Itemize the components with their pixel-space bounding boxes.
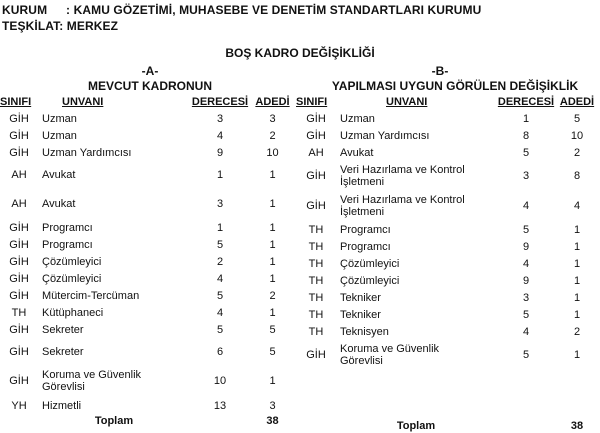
cell-adet: 1 [269, 238, 276, 251]
teskilat-value: MERKEZ [66, 19, 119, 33]
cell-derece: 9 [522, 240, 530, 253]
cell-sinif: GİH [9, 289, 29, 302]
cell-sinif: GİH [9, 375, 29, 387]
cell-sinif: GİH [306, 349, 326, 361]
cell-sinif: TH [308, 291, 324, 304]
cell-adet: 2 [573, 146, 581, 159]
cell-sinif: YH [11, 399, 27, 412]
cell-unvan: Koruma ve Güvenlik Görevlisi [42, 369, 142, 393]
cell-unvan: Veri Hazırlama ve Kontrol İşletmeni [340, 194, 465, 218]
cell-sinif: GİH [306, 170, 326, 182]
cell-sinif: TH [308, 257, 324, 270]
cell-derece: 9 [216, 146, 224, 159]
cell-derece: 5 [522, 349, 530, 361]
cell-adet: 1 [269, 255, 276, 268]
cell-unvan: Uzman Yardımcısı [42, 146, 132, 159]
left-table [0, 94, 295, 428]
cell-adet: 3 [269, 112, 276, 125]
right-section-heading: YAPILMASI UYGUN GÖRÜLEN DEĞİŞİKLİK [331, 79, 579, 93]
document-title: BOŞ KADRO DEĞİŞİKLİĞİ [225, 46, 375, 60]
cell-sinif: GİH [9, 255, 29, 268]
cell-unvan: Sekreter [42, 345, 84, 358]
cell-unvan: Teknisyen [340, 325, 389, 338]
cell-adet: 1 [573, 240, 581, 253]
header-kurum [2, 3, 481, 17]
cell-unvan: Uzman [42, 129, 77, 142]
cell-unvan: Veri Hazırlama ve Kontrol İşletmeni [340, 164, 465, 188]
cell-adet: 1 [269, 272, 276, 285]
table-row [296, 238, 598, 255]
cell-sinif: GİH [9, 238, 29, 251]
table-row [0, 144, 295, 161]
cell-derece: 4 [522, 325, 530, 338]
cell-adet: 1 [269, 198, 276, 210]
cell-sinif: GİH [9, 272, 29, 285]
total-row [296, 419, 598, 433]
cell-adet: 1 [573, 349, 581, 361]
cell-sinif: TH [308, 274, 324, 287]
table-row [296, 127, 598, 144]
cell-derece: 6 [216, 345, 224, 358]
cell-adet: 4 [573, 200, 581, 212]
cell-derece: 4 [522, 200, 530, 212]
cell-derece: 5 [522, 146, 530, 159]
col-header-sinif: SINIFI [296, 96, 328, 108]
cell-sinif: TH [308, 308, 324, 321]
cell-derece: 3 [522, 170, 530, 182]
cell-unvan: Programcı [340, 223, 391, 236]
cell-unvan: Koruma ve Güvenlik Görevlisi [340, 343, 440, 367]
table-row [0, 304, 295, 321]
left-section-heading: MEVCUT KADRONUN [88, 79, 212, 93]
teskilat-label: TEŞKİLAT: [2, 19, 64, 33]
total-value: 38 [266, 415, 279, 427]
cell-adet: 8 [573, 170, 581, 182]
cell-unvan: Çözümleyici [340, 274, 400, 287]
table-row [296, 191, 598, 221]
cell-adet: 3 [269, 399, 276, 412]
cell-derece: 1 [522, 112, 530, 125]
cell-unvan: Avukat [340, 146, 374, 159]
cell-derece: 3 [216, 112, 224, 125]
cell-derece: 3 [522, 291, 530, 304]
cell-adet: 5 [269, 345, 276, 358]
cell-sinif: GİH [9, 146, 29, 159]
cell-unvan: Hizmetli [42, 399, 82, 412]
cell-adet: 1 [269, 169, 276, 181]
cell-sinif: GİH [9, 112, 29, 125]
col-header-derece: DERECESİ [497, 96, 555, 108]
total-label: Toplam [94, 415, 134, 427]
right-section-letter: -B- [431, 64, 449, 78]
cell-adet: 1 [573, 223, 581, 236]
cell-unvan: Çözümleyici [340, 257, 400, 270]
cell-derece: 5 [216, 238, 224, 251]
cell-derece: 10 [213, 375, 227, 387]
cell-derece: 5 [216, 323, 224, 336]
cell-unvan: Çözümleyici [42, 255, 102, 268]
total-label: Toplam [396, 420, 436, 432]
table-row [296, 221, 598, 238]
col-header-unvan: UNVANI [386, 96, 428, 108]
cell-adet: 5 [269, 323, 276, 336]
table-row [0, 365, 295, 397]
col-header-unvan: UNVANI [62, 96, 104, 108]
cell-unvan: Programcı [42, 221, 93, 234]
cell-adet: 1 [573, 274, 581, 287]
cell-sinif: AH [11, 169, 27, 181]
cell-sinif: GİH [9, 129, 29, 142]
cell-unvan: Uzman [42, 112, 77, 125]
cell-adet: 10 [266, 146, 279, 159]
cell-adet: 1 [269, 375, 276, 387]
cell-sinif: TH [308, 223, 324, 236]
table-row [296, 323, 598, 340]
cell-derece: 3 [216, 198, 224, 210]
table-row [0, 110, 295, 127]
cell-derece: 4 [216, 272, 224, 285]
table-row [0, 236, 295, 253]
table-row [296, 161, 598, 191]
col-header-derece: DERECESİ [191, 96, 249, 108]
cell-derece: 5 [216, 289, 224, 302]
cell-sinif: GİH [9, 345, 29, 358]
cell-sinif: GİH [306, 200, 326, 212]
cell-sinif: AH [11, 198, 27, 210]
cell-sinif: GİH [9, 323, 29, 336]
table-row [296, 110, 598, 127]
table-row [0, 161, 295, 189]
cell-adet: 2 [269, 129, 276, 142]
cell-adet: 1 [269, 306, 276, 319]
table-row [0, 219, 295, 236]
cell-unvan: Kütüphaneci [42, 306, 104, 319]
col-header-sinif: SINIFI [0, 96, 32, 108]
cell-derece: 4 [522, 257, 530, 270]
cell-sinif: AH [308, 146, 324, 159]
total-value: 38 [570, 420, 584, 432]
cell-adet: 10 [570, 129, 584, 142]
col-header-adet: ADEDİ [559, 96, 595, 108]
cell-adet: 1 [573, 308, 581, 321]
header-teskilat [2, 19, 118, 33]
cell-derece: 5 [522, 223, 530, 236]
cell-unvan: Tekniker [340, 291, 381, 304]
cell-adet: 2 [269, 289, 276, 302]
kurum-label: KURUM [2, 3, 48, 17]
table-row [0, 189, 295, 219]
cell-derece: 1 [216, 169, 224, 181]
table-row [296, 144, 598, 161]
cell-sinif: TH [308, 240, 324, 253]
cell-adet: 1 [573, 291, 581, 304]
cell-derece: 9 [522, 274, 530, 287]
table-row [296, 272, 598, 289]
left-section-letter: -A- [141, 64, 159, 78]
cell-derece: 4 [216, 306, 224, 319]
cell-derece: 5 [522, 308, 530, 321]
cell-sinif: GİH [306, 112, 326, 125]
table-row [0, 321, 295, 338]
table-row [296, 289, 598, 306]
cell-unvan: Programcı [42, 238, 93, 251]
col-header-adet: ADEDİ [255, 96, 290, 108]
table-row [0, 270, 295, 287]
cell-sinif: GİH [306, 129, 326, 142]
table-row [0, 287, 295, 304]
cell-derece: 13 [213, 399, 227, 412]
cell-derece: 2 [216, 255, 224, 268]
cell-unvan: Mütercim-Tercüman [42, 289, 140, 302]
cell-sinif: TH [11, 306, 27, 319]
cell-adet: 5 [573, 112, 581, 125]
kurum-value: : KAMU GÖZETİMİ, MUHASEBE VE DENETİM STANDARTLARI KURUMU [66, 3, 482, 17]
cell-unvan: Uzman Yardımcısı [340, 129, 430, 142]
cell-adet: 1 [269, 221, 276, 234]
cell-unvan: Sekreter [42, 323, 84, 336]
cell-derece: 8 [522, 129, 530, 142]
cell-unvan: Programcı [340, 240, 391, 253]
cell-sinif: GİH [9, 221, 29, 234]
cell-unvan: Çözümleyici [42, 272, 102, 285]
cell-adet: 1 [573, 257, 581, 270]
table-row [296, 306, 598, 323]
cell-unvan: Uzman [340, 112, 375, 125]
table-row [0, 253, 295, 270]
cell-derece: 4 [216, 129, 224, 142]
cell-sinif: TH [308, 325, 324, 338]
table-row [0, 338, 295, 365]
total-row [0, 414, 295, 428]
table-row [0, 127, 295, 144]
table-row [0, 397, 295, 414]
cell-unvan: Avukat [42, 198, 76, 210]
cell-unvan: Tekniker [340, 308, 381, 321]
cell-adet: 2 [573, 325, 581, 338]
table-row [296, 255, 598, 272]
cell-unvan: Avukat [42, 169, 76, 181]
right-table [296, 94, 598, 433]
table-row [296, 340, 598, 370]
cell-derece: 1 [216, 221, 224, 234]
